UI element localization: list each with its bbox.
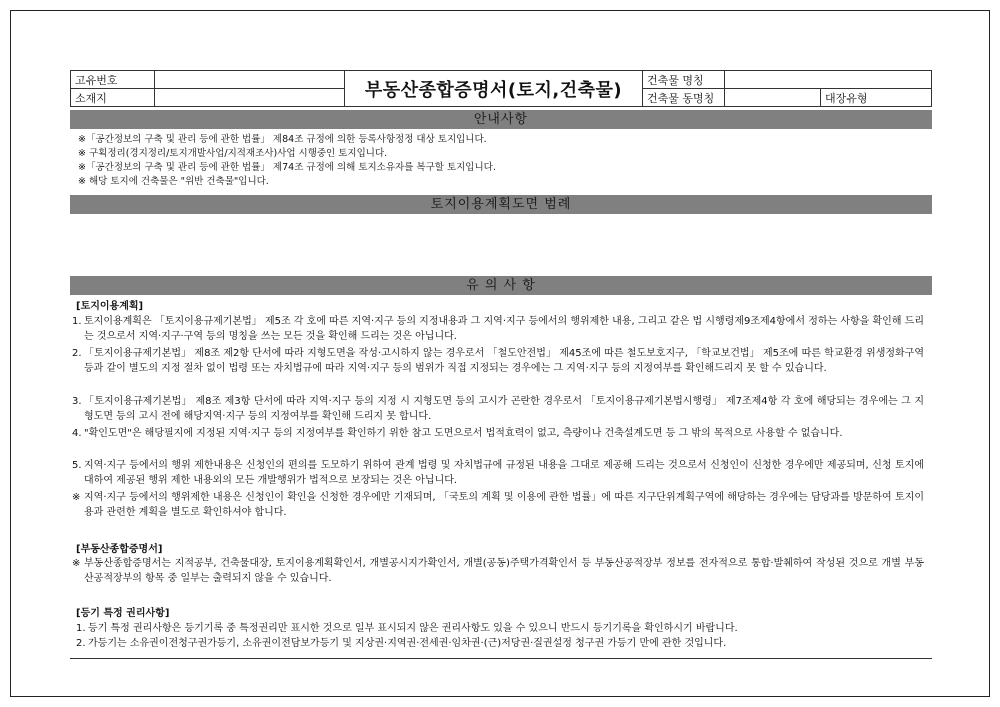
item-number: 5. — [72, 460, 82, 471]
document-title: 부동산종합증명서(토지,건축물) — [345, 71, 643, 107]
real-estate-section-title: [부동산종합증명서] — [76, 544, 163, 555]
guide-item: ※ 구획정리(경지정리/토지개발사업/지적재조사)사업 시행중인 토지입니다. — [78, 148, 388, 159]
id-value — [155, 71, 345, 89]
cautions-heading: 유 의 사 항 — [70, 276, 932, 295]
guide-item: ※ 해당 토지에 건축물은 "위반 건축물"입니다. — [78, 176, 269, 187]
item-number: 3. — [72, 396, 82, 407]
item-text: "확인도면"은 해당필지에 지정된 지역·지구 등의 지정여부를 확인하기 위한 참고 도면으로서 법적효력이 없고, 측량이나 건축설계도면 등 그 밖의 목적으로 사용할 수 없습니다. — [84, 428, 843, 439]
guide-item: ※「공간정보의 구축 및 관리 등에 관한 법률」 제84조 규정에 의한 등록사항정정 대상 토지입니다. — [78, 134, 487, 145]
certificate-header-table — [70, 70, 932, 107]
item-number: 1. — [76, 623, 86, 634]
ledger-type-label: 대장유형 — [825, 91, 868, 105]
item-text: 토지이용계획은 「토지이용규제기본법」 제5조 각 호에 따른 지역·지구 등의 지정내용과 그 지역·지구 등에서의 행위제한 내용, 그리고 같은 법 시행령제9조제4항에서 정하는 사항을 확인해 드리는 것으로서 지역·지구·구역 등의 명칭을 쓰는 모든 것을 확인해 드리는 것은 아닙니다. — [84, 316, 924, 342]
ledger-type-cell — [821, 89, 932, 107]
item-text: 부동산종합증명서는 지적공부, 건축물대장, 토지이용계획확인서, 개별공시지가확인서, 개별(공동)주택가격확인서 등 부동산공적장부 정보를 전자적으로 통합·발췌하여 작성된 것으로 개별 부동산공적장부의 항목 중 일부는 출력되지 않을 수 있습니다. — [84, 558, 924, 584]
item-number: ※ — [72, 492, 81, 503]
item-text: 가등기는 소유권이전청구권가등기, 소유권이전담보가등기 및 지상권·지역권·전세권·임차권·(근)저당권·질권설정 청구권 가등기 만에 관한 것입니다. — [88, 638, 727, 649]
item-number: 4. — [72, 428, 82, 439]
land-use-section-title: [토지이용계획] — [76, 301, 144, 312]
item-text: 「토지이용규제기본법」 제8조 제3항 단서에 따라 지역·지구 등의 지정 시 지형도면 등의 고시가 곤란한 경우로서 「토지이용규제기본법시행령」 제7조제4항 각 호에 해당되는 경우에는 그 지형도면 등의 고시 전에 해당지역·지구 등의 지정여부를 확인해 드리지 못 합니다. — [84, 396, 924, 422]
building-dong-value — [725, 89, 821, 107]
building-dong-label: 건축물 동명칭 — [643, 89, 725, 107]
id-label: 고유번호 — [71, 71, 155, 89]
item-text: 등기 특정 권리사항은 등기기록 중 특정권리만 표시한 것으로 일부 표시되지 않은 권리사항도 있을 수 있으니 반드시 등기기록을 확인하시기 바랍니다. — [88, 623, 738, 634]
guide-item: ※「공간정보의 구축 및 관리 등에 관한 법률」 제74조 규정에 의해 토지소유자를 복구할 토지입니다. — [78, 162, 496, 173]
item-number: 1. — [72, 316, 82, 327]
guide-heading: 안내사항 — [70, 110, 932, 129]
building-name-label: 건축물 명칭 — [643, 71, 725, 89]
item-number: ※ — [72, 558, 81, 569]
bottom-divider — [70, 658, 932, 659]
building-name-value — [725, 71, 932, 89]
item-text: 지역·지구 등에서의 행위 제한내용은 신청인의 편의를 도모하기 위하여 관계 법령 및 자치법규에 규정된 내용을 그대로 제공해 드리는 것으로서 신청인이 신청한 경우에만 제공되며, 신청 토지에 대하여 제공된 행위 제한 내용외의 모든 개발행위가 법적으로 보장되는 것은 아닙니다. — [84, 460, 924, 486]
item-text: 지역·지구 등에서의 행위제한 내용은 신청인이 확인을 신청한 경우에만 기재되며, 「국토의 계획 및 이용에 관한 법률」에 따른 지구단위계획구역에 해당하는 경우에는 담당과를 방문하여 토지이용과 관련한 계획을 별도로 확인하셔야 합니다. — [84, 492, 924, 518]
plan-legend-heading: 토지이용계획도면 범례 — [70, 195, 932, 214]
location-label: 소재지 — [71, 89, 155, 107]
location-value — [155, 89, 345, 107]
item-text: 「토지이용규제기본법」 제8조 제2항 단서에 따라 지형도면을 작성·고시하지 않는 경우로서 「철도안전법」 제45조에 따른 철도보호지구, 「학교보건법」 제5조에 따른 학교환경 위생정화구역 등과 같이 별도의 지정 절차 없이 법령 또는 자치법규에 따라 지역·지구 등의 범위가 직접 지정되는 경우에는 그 지역·지구 등의 지정여부를 확인해드리지 못 할 수 있습니다. — [84, 348, 924, 374]
item-number: 2. — [72, 348, 82, 359]
item-number: 2. — [76, 638, 86, 649]
registry-section-title: [등기 특정 권리사항] — [76, 608, 170, 619]
